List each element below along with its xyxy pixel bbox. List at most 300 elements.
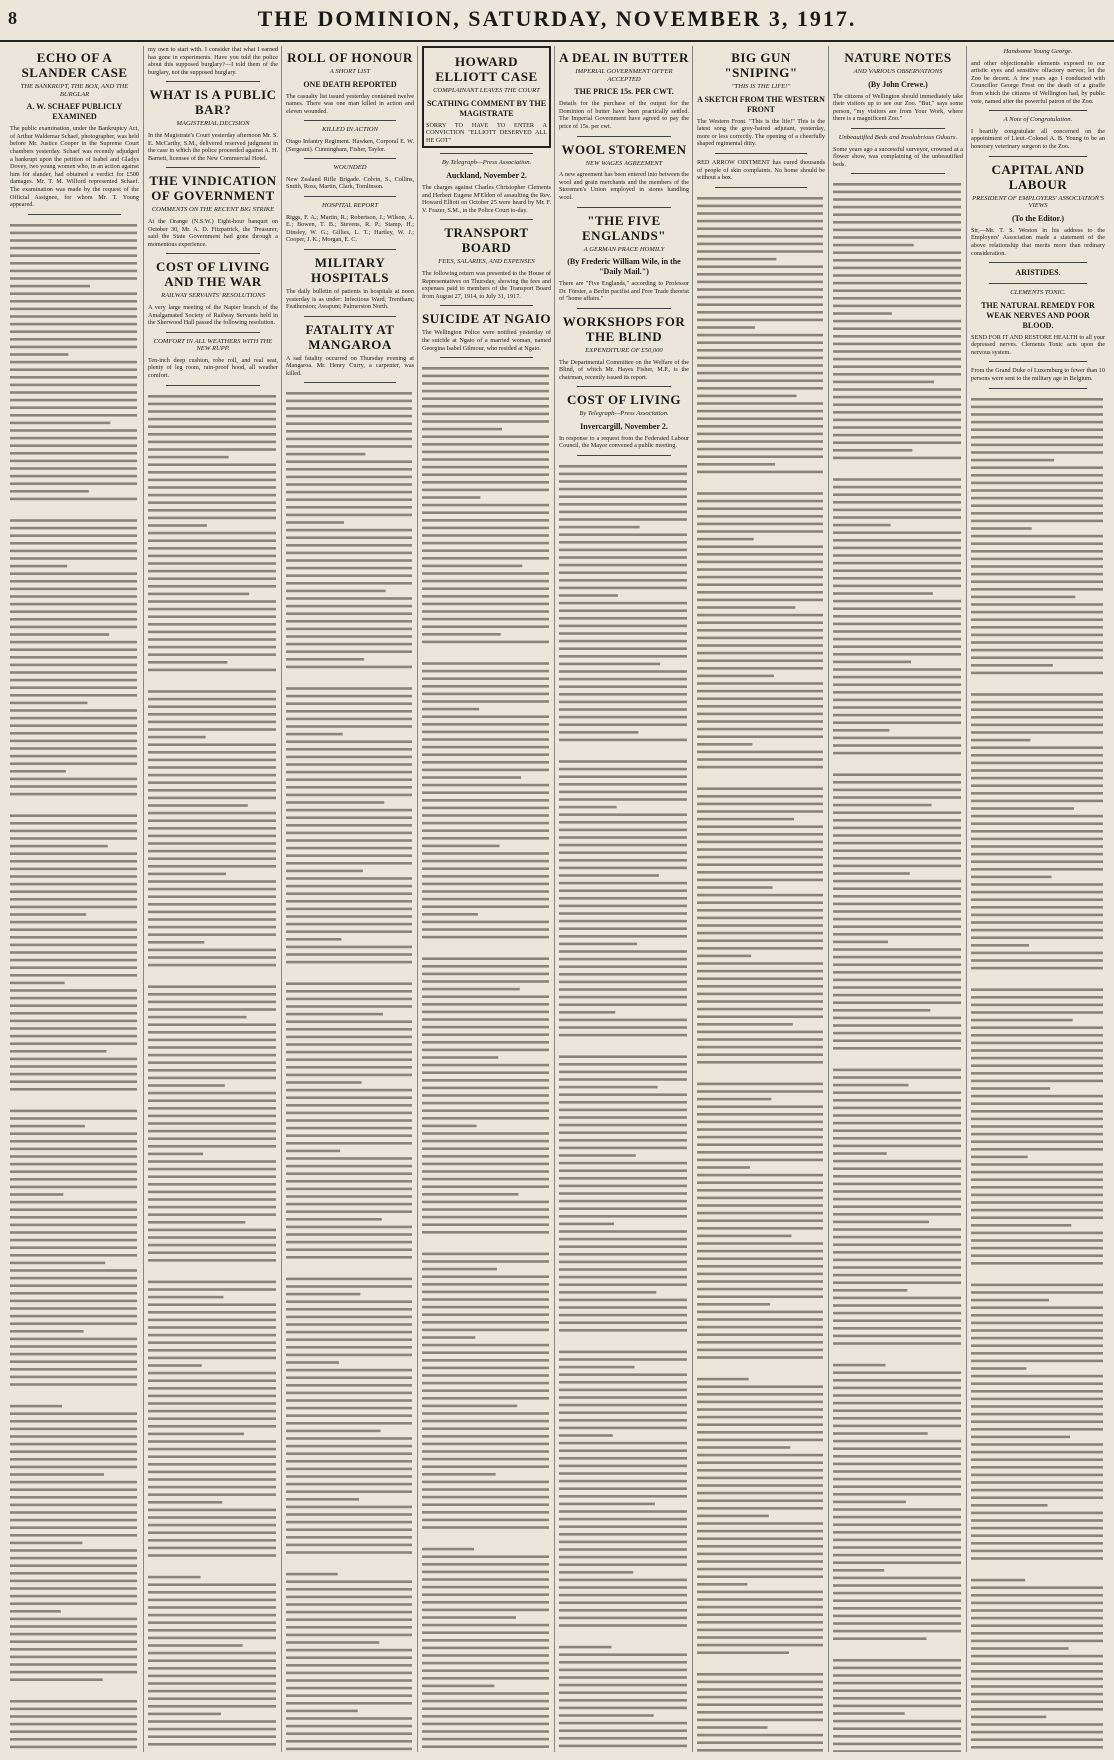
text-line <box>697 1385 823 1388</box>
text-line <box>10 269 137 272</box>
text-line <box>148 963 276 966</box>
text-line <box>833 888 961 891</box>
text-line <box>10 307 137 310</box>
text-line <box>697 258 776 261</box>
text-line <box>422 995 549 998</box>
text-line <box>148 1122 276 1125</box>
text-line <box>971 776 1103 779</box>
text-line <box>559 1389 687 1392</box>
text-line <box>833 1448 961 1451</box>
text-line <box>697 985 823 988</box>
text-line <box>148 872 226 875</box>
text-line <box>286 1028 412 1031</box>
text-line <box>422 1298 549 1301</box>
text-line <box>697 644 823 647</box>
text-line <box>697 1431 823 1434</box>
text-line <box>148 1288 276 1291</box>
text-line <box>286 1044 412 1047</box>
text-line <box>833 1735 961 1738</box>
text-line <box>148 463 276 466</box>
text-line <box>10 459 137 462</box>
text-line <box>148 638 276 641</box>
text-line <box>10 1443 137 1446</box>
text-line <box>559 1177 687 1180</box>
text-line <box>286 1626 412 1629</box>
text-line <box>833 1615 961 1618</box>
text-line <box>148 1531 276 1534</box>
column-1 <box>6 46 143 1752</box>
text-line <box>148 486 276 489</box>
text-line <box>10 1738 137 1741</box>
text-line <box>286 651 412 654</box>
text-line <box>422 898 549 901</box>
headline: MILITARY HOSPITALS <box>311 254 389 285</box>
text-line <box>833 290 961 293</box>
text-line <box>286 1278 412 1281</box>
text-line <box>971 1420 1103 1423</box>
text-line <box>10 1481 137 1484</box>
text-line <box>833 1107 961 1110</box>
text-line <box>833 1122 961 1125</box>
text-line <box>697 840 823 843</box>
text-line <box>697 1590 823 1593</box>
text-line <box>559 678 687 681</box>
text-line <box>148 1318 276 1321</box>
text-line <box>697 1673 823 1676</box>
text-line <box>422 489 549 492</box>
text-line <box>833 1025 961 1028</box>
text-line <box>286 1362 339 1365</box>
text-line <box>148 547 276 550</box>
text-line <box>148 1099 276 1102</box>
text-line <box>697 1537 823 1540</box>
text-line <box>833 509 961 512</box>
text-line <box>833 933 961 936</box>
text-line <box>286 1634 412 1637</box>
headline: WOOL STOREMEN <box>561 141 687 157</box>
article-body: The Wellington Police were notified yesterday of the suicide at Ngaio of a married woman, named Georgina Isabel Gilmour, who resided at Ngaio. <box>422 329 551 352</box>
text-line <box>286 582 412 585</box>
text-line <box>422 473 549 476</box>
text-line <box>971 738 1030 741</box>
text-line <box>697 766 823 769</box>
text-line <box>833 1682 961 1685</box>
text-line <box>697 1023 793 1026</box>
text-line <box>148 941 204 944</box>
text-line <box>559 571 687 574</box>
text-line <box>422 1609 549 1612</box>
text-line <box>148 645 276 648</box>
text-line <box>10 1496 137 1499</box>
text-line <box>697 1234 792 1237</box>
text-line <box>422 1389 549 1392</box>
text-line <box>148 1554 276 1557</box>
headline: HOWARD ELLIOTT CASE <box>435 54 538 84</box>
text-line <box>10 1330 84 1333</box>
text-line <box>148 661 227 664</box>
text-line <box>697 1196 823 1199</box>
text-line <box>833 653 961 656</box>
text-line <box>10 1035 137 1038</box>
text-line <box>10 262 137 265</box>
text-line <box>971 671 1103 674</box>
text-line <box>422 1283 549 1286</box>
text-line <box>10 391 137 394</box>
text-line <box>148 554 276 557</box>
text-line <box>148 766 276 769</box>
text-line <box>559 829 687 832</box>
text-line <box>559 836 687 839</box>
text-line <box>286 1733 412 1736</box>
text-line <box>833 608 961 611</box>
text-line <box>833 669 961 672</box>
text-line <box>286 1188 412 1191</box>
text-line <box>833 1229 961 1232</box>
text-line <box>148 402 276 405</box>
text-line <box>559 1457 687 1460</box>
text-line <box>10 777 137 780</box>
text-line <box>833 857 961 860</box>
text-line <box>697 492 823 495</box>
columns <box>6 46 1108 1752</box>
text-line <box>10 429 137 432</box>
text-line <box>833 320 961 323</box>
text-line <box>422 1405 517 1408</box>
text-line <box>286 537 412 540</box>
text-line <box>422 527 549 530</box>
text-line <box>971 1677 1103 1680</box>
text-line <box>833 486 961 489</box>
text-line <box>422 367 549 370</box>
text-line <box>10 1625 137 1628</box>
text-line <box>286 1339 412 1342</box>
article <box>833 50 963 123</box>
text-line <box>148 849 276 852</box>
text-line <box>148 1152 203 1155</box>
text-line <box>833 714 961 717</box>
text-line <box>422 1313 549 1316</box>
text-line <box>697 1265 823 1268</box>
text-line <box>971 1216 1103 1219</box>
text-line <box>286 1392 412 1395</box>
text-line <box>971 1692 1103 1695</box>
text-line <box>286 961 412 964</box>
text-line <box>148 668 276 671</box>
text-line <box>559 564 687 567</box>
text-line <box>697 1348 823 1351</box>
text-line <box>422 761 549 764</box>
text-line <box>422 557 549 560</box>
text-line <box>833 684 961 687</box>
text-line <box>148 1613 276 1616</box>
text-line <box>10 1345 137 1348</box>
text-line <box>148 1311 276 1314</box>
text-line <box>697 387 823 390</box>
text-line <box>971 405 1103 408</box>
text-line <box>971 1616 1103 1619</box>
text-line <box>971 1056 1103 1059</box>
text-line <box>697 197 823 200</box>
text-line <box>148 1394 276 1397</box>
text-line <box>833 351 961 354</box>
text-line <box>833 570 961 573</box>
text-line <box>148 948 276 951</box>
text-line <box>422 837 549 840</box>
text-line <box>559 549 687 552</box>
text-line <box>559 1078 687 1081</box>
article-body: The following return was presented to the House of Representatives on Thursday, showing the fees and expenses paid to members of the Transport Board from August 27, 1914, to July 31, 1917. <box>422 269 551 300</box>
text-line <box>559 905 687 908</box>
text-line <box>833 532 961 535</box>
text-line <box>148 592 249 595</box>
text-line <box>148 653 276 656</box>
divider <box>577 455 671 456</box>
text-line <box>422 610 549 613</box>
text-line <box>422 587 549 590</box>
text-line <box>697 1680 823 1683</box>
text-line <box>10 1322 137 1325</box>
text-line <box>833 501 961 504</box>
text-line <box>148 1137 276 1140</box>
text-line <box>422 397 549 400</box>
text-line <box>422 708 479 711</box>
text-line <box>148 1447 276 1450</box>
text-line <box>148 1621 276 1624</box>
text-line <box>10 1730 137 1733</box>
text-line <box>422 1208 549 1211</box>
text-line <box>833 1221 929 1224</box>
article-body: A very large meeting of the Napier branch of the Amalgamated Society of Railway Servants held in the Sherwood Hall passed the following resolution. <box>148 303 278 327</box>
text-line <box>833 1305 961 1308</box>
text-line <box>833 1592 961 1595</box>
text-line <box>697 545 823 548</box>
text-line <box>286 1158 412 1161</box>
text-line <box>422 1201 549 1204</box>
text-line <box>971 588 1103 591</box>
text-line <box>422 677 549 680</box>
text-line <box>697 962 823 965</box>
text-line <box>833 1251 961 1254</box>
text-line <box>422 822 549 825</box>
text-line <box>697 886 773 889</box>
text-line <box>10 709 137 712</box>
text-line <box>833 1516 961 1519</box>
text-line <box>148 1349 276 1352</box>
text-line <box>971 1397 1103 1400</box>
text-line <box>697 1393 823 1396</box>
text-line <box>697 560 823 563</box>
text-line <box>833 842 961 845</box>
lead-heading: THE NATURAL REMEDY FOR WEAK NERVES AND POOR BLOOD. <box>981 300 1095 330</box>
text-line <box>971 814 1103 817</box>
text-line <box>286 1468 412 1471</box>
text-line <box>697 735 823 738</box>
text-line <box>422 1397 549 1400</box>
text-line <box>10 913 86 916</box>
text-line <box>10 1549 137 1552</box>
article-body: Details for the purchase of the output for the Dominion of butter have been practically settled. The Imperial Government have agreed to pay the price of 15s. per cwt. <box>559 100 689 130</box>
text-line <box>971 852 1103 855</box>
text-line <box>697 787 823 790</box>
text-line <box>148 842 276 845</box>
text-line <box>559 1351 687 1354</box>
text-line <box>148 910 276 913</box>
text-line <box>10 648 137 651</box>
text-line <box>422 1715 549 1718</box>
text-line <box>10 1140 137 1143</box>
text-line <box>286 446 412 449</box>
article <box>559 392 689 450</box>
text-line <box>10 1503 137 1506</box>
text-line <box>10 1193 63 1196</box>
text-line <box>697 1749 823 1752</box>
text-line <box>833 1191 961 1194</box>
text-line <box>971 723 1103 726</box>
text-line <box>10 1185 137 1188</box>
text-line <box>971 883 1103 886</box>
text-line <box>148 903 276 906</box>
text-line <box>286 628 412 631</box>
text-line <box>833 1084 909 1087</box>
text-line <box>10 1678 103 1681</box>
text-line <box>422 1519 549 1522</box>
text-line <box>697 1530 823 1533</box>
text-line <box>697 1242 823 1245</box>
text-line <box>697 1741 823 1744</box>
text-line <box>148 811 276 814</box>
text-line <box>148 1190 276 1193</box>
text-line <box>697 863 823 866</box>
text-line <box>971 1336 1103 1339</box>
text-line <box>971 807 1074 810</box>
text-line <box>833 1402 961 1405</box>
text-line <box>422 700 549 703</box>
text-line <box>697 296 823 299</box>
text-line <box>559 533 687 536</box>
text-line <box>833 1713 905 1716</box>
text-line <box>286 855 412 858</box>
text-line <box>286 1529 412 1532</box>
text-line <box>422 1049 549 1052</box>
text-line <box>833 206 961 209</box>
subheadline: Unbeautified Beds and Insalubrious Odours. <box>838 133 958 141</box>
text-line <box>971 1283 1103 1286</box>
text-line <box>286 1672 412 1675</box>
text-line <box>559 1442 687 1445</box>
text-line <box>697 848 823 851</box>
text-line <box>971 534 1103 537</box>
text-line <box>559 640 687 643</box>
article <box>559 314 689 381</box>
article <box>10 50 139 209</box>
text-line <box>559 965 687 968</box>
text-line <box>286 726 412 729</box>
text-line <box>148 607 276 610</box>
text-line <box>148 1069 276 1072</box>
text-line <box>148 509 276 512</box>
text-line <box>422 1125 477 1128</box>
text-line <box>833 1160 961 1163</box>
text-line <box>10 762 137 765</box>
text-line <box>148 1727 276 1730</box>
text-line <box>697 402 823 405</box>
text-line <box>697 1189 823 1192</box>
text-line <box>697 795 823 798</box>
divider <box>304 196 396 197</box>
text-line <box>971 1344 1103 1347</box>
text-line <box>10 1201 137 1204</box>
text-line <box>286 756 412 759</box>
text-line <box>559 1223 614 1226</box>
text-line <box>148 1417 276 1420</box>
text-line <box>422 731 549 734</box>
text-line <box>971 1647 1069 1650</box>
text-line <box>148 1485 276 1488</box>
text-line <box>697 1098 771 1101</box>
text-line <box>833 646 961 649</box>
text-line <box>697 318 823 321</box>
text-line <box>10 527 137 530</box>
text-line <box>833 895 961 898</box>
text-line <box>10 837 137 840</box>
text-line <box>971 1110 1103 1113</box>
text-line <box>286 1066 412 1069</box>
text-line <box>422 1662 549 1665</box>
text-line <box>286 468 412 471</box>
text-line <box>10 549 137 552</box>
text-line <box>422 1064 549 1067</box>
text-line <box>148 600 276 603</box>
text-line <box>833 396 961 399</box>
text-line <box>559 1358 687 1361</box>
subheadline: MAGISTERIAL DECISION <box>176 120 250 128</box>
text-line <box>148 1546 276 1549</box>
text-line <box>422 723 549 726</box>
text-line <box>833 781 961 784</box>
text-line <box>697 1423 823 1426</box>
column-8 <box>966 46 1109 1752</box>
text-line <box>422 1109 549 1112</box>
text-line <box>10 1671 137 1674</box>
text-line <box>971 799 1103 802</box>
text-line <box>148 1221 245 1224</box>
text-line <box>559 556 687 559</box>
text-line <box>10 1269 137 1272</box>
text-line <box>286 1552 412 1555</box>
text-line <box>286 1249 412 1252</box>
text-line <box>971 1321 1103 1324</box>
subheadline: By Telegraph—Press Association. <box>579 410 669 418</box>
divider <box>440 153 533 154</box>
divider <box>989 388 1087 389</box>
text-line <box>559 1314 687 1317</box>
text-line <box>422 1616 516 1619</box>
text-line <box>148 1432 244 1435</box>
text-line <box>697 1120 823 1123</box>
text-line <box>148 471 276 474</box>
text-line <box>559 1131 687 1134</box>
text-line <box>971 913 1103 916</box>
text-line <box>10 829 137 832</box>
text-line <box>148 720 276 723</box>
text-line <box>559 1579 687 1582</box>
text-line <box>10 1383 137 1386</box>
text-line <box>148 743 276 746</box>
text-line <box>422 1155 549 1158</box>
text-line <box>697 576 823 579</box>
text-line <box>422 375 549 378</box>
text-line <box>422 784 549 787</box>
